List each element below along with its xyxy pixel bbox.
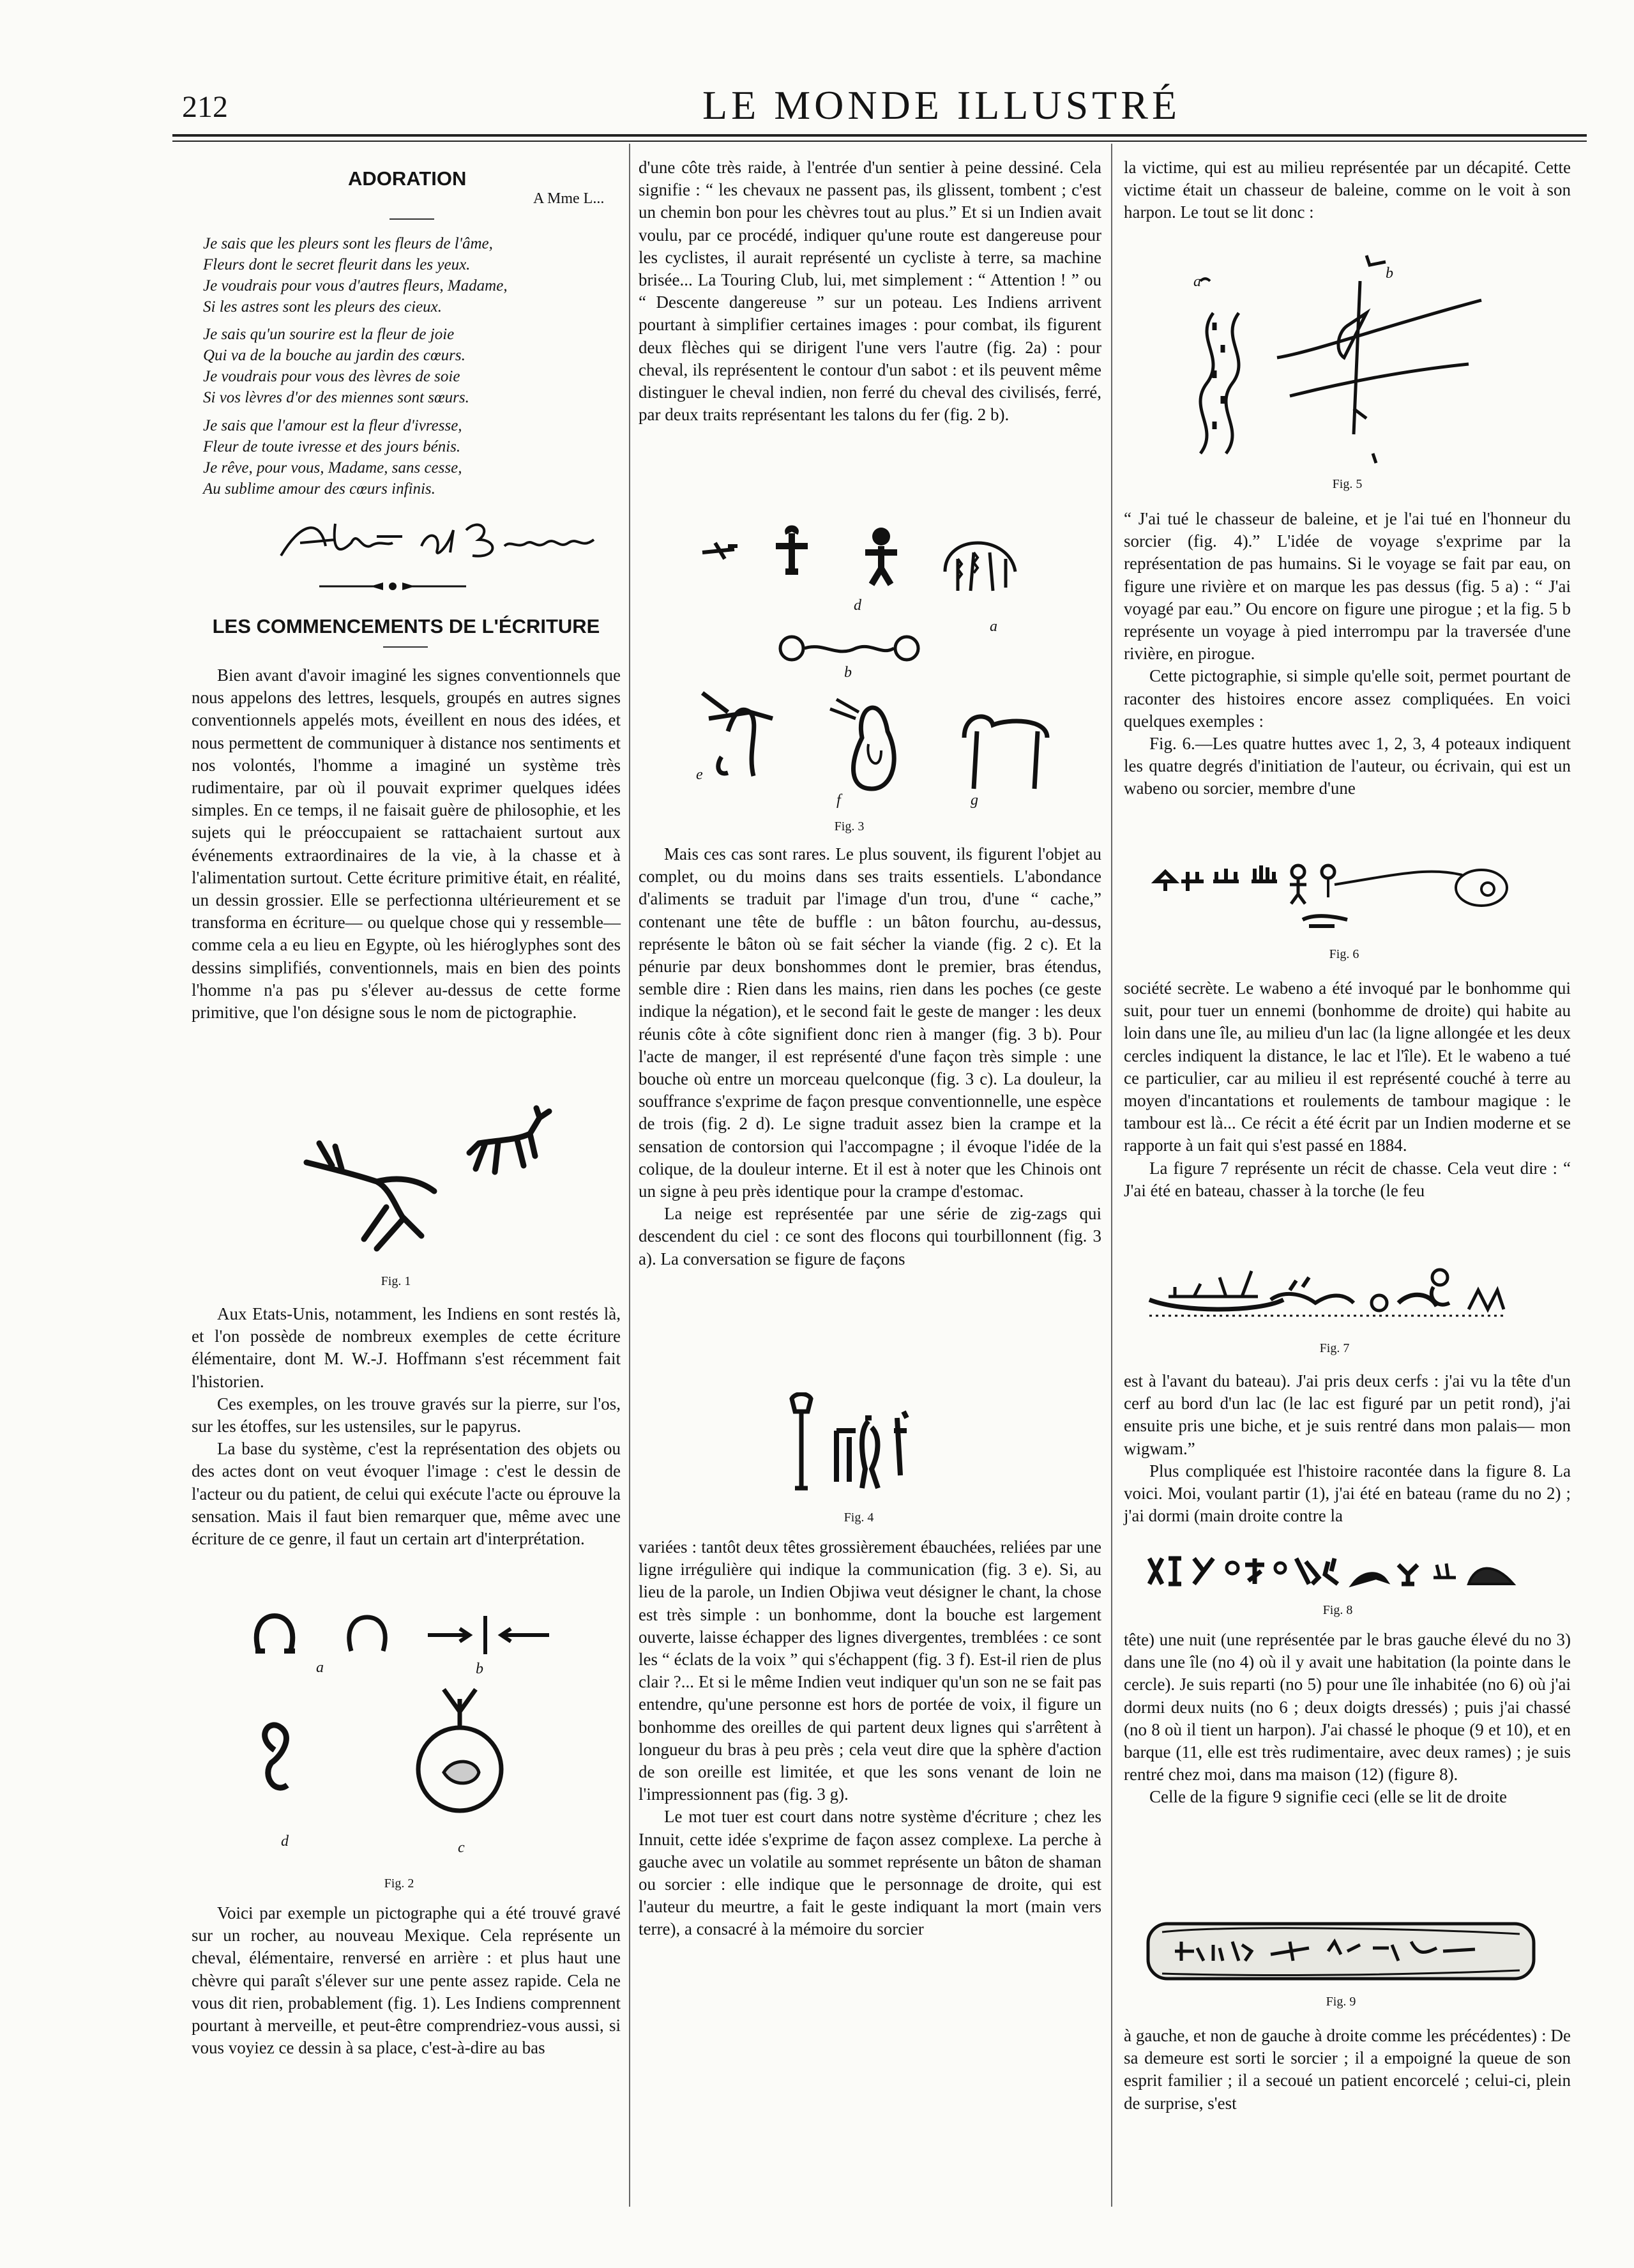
figure-3e-letter: e <box>696 766 703 783</box>
poem-stanza <box>203 415 612 499</box>
header-rule-thin <box>172 141 1587 142</box>
paragraph: société secrète. Le wabeno a été invoqué par le bonhomme qui suit, pour tuer un ennemi (bonhomme de droite) qui habite au loin dans une île, au milieu d'un lac (la ligne allongée et les deux cercles indiquent la distance, le lac et l'île). Et le wabeno a tué ce particulier, car au milieu il est représenté couché à terre au moyen d'incantations et roulements de tambour magique : le tambour est là... Ce récit a été écrit par un Indien moderne et se rapporte à un fait qui s'est passé en 1884. <box>1124 978 1571 1155</box>
figure-2c-letter: c <box>458 1839 465 1856</box>
figure-5a-letter: a <box>1193 273 1201 290</box>
poem-line: Je voudrais pour vous des lèvres de soie <box>203 368 460 385</box>
figure-2-symbols <box>249 1610 607 1852</box>
poem-stanza <box>203 233 612 317</box>
poem-stanza <box>203 324 612 408</box>
paragraph: La figure 7 représente un récit de chasse. Cela veut dire : “ J'ai été en bateau, chasser à la torche (le feu <box>1124 1158 1571 1200</box>
article-column-1c <box>192 1902 621 2059</box>
poem-line: Je sais que l'amour est la fleur d'ivresse, <box>203 417 462 434</box>
figure-1-caption: Fig. 1 <box>381 1274 411 1288</box>
figure-5-voyage <box>1175 243 1494 473</box>
article-column-3b <box>1124 508 1571 800</box>
paragraph: Plus compliquée est l'histoire racontée dans la figure 8. La voici. Moi, voulant partir (1), j'ai été en bateau (rame du no 2) ; j'ai dormi (main droite contre la <box>1124 1461 1571 1526</box>
poem-signature <box>275 511 619 568</box>
figure-3a-letter: a <box>990 618 997 635</box>
poem-title-wrap <box>348 167 466 190</box>
poem-line: Je rêve, pour vous, Madame, sans cesse, <box>203 459 462 476</box>
paragraph: “ J'ai tué le chasseur de baleine, et je l'ai tué en l'honneur du sorcier (fig. 4).” L'idée de voyage s'exprime par la représentation de pas humains. Si le voyage se fait par eau, on figure une rivière et on marque les pas dessus (fig. 5 a) : “ J'ai voyagé par eau.” Ou encore on figure une pirogue ; et la fig. 5 b représente un voyage à pied interrompu par la traversée d'une rivière, en pirogue. <box>1124 509 1571 664</box>
paragraph: Voici par exemple un pictographe qui a été trouvé gravé sur un rocher, au nouveau Mexique. Cela représente un cheval, élémentaire, renversé en arrière : et plus haut une chèvre qui paraît s'élever sur une pente assez rapide. Cela ne vous dit rien, probablement (fig. 1). Les Indiens comprennent pourtant à merveille, et peut-être comprendriez-vous aussi, si vous voyiez ce dessin à sa place, c'est-à-dire au bas <box>192 1903 621 2058</box>
figure-3-caption: Fig. 3 <box>834 819 865 833</box>
header-rule <box>172 134 1587 137</box>
article-column-1 <box>192 664 621 1024</box>
figure-8-caption: Fig. 8 <box>1322 1603 1353 1617</box>
article-title-wrap <box>192 615 621 638</box>
figure-2b-letter: b <box>476 1661 483 1677</box>
figure-4-kill-story <box>785 1392 951 1501</box>
poem-line: Qui va de la bouche au jardin des cœurs. <box>203 347 465 364</box>
article-column-2c <box>639 1536 1101 1941</box>
figure-4-caption: Fig. 4 <box>843 1511 874 1525</box>
ornamental-divider <box>319 580 466 593</box>
article-column-1b <box>192 1303 621 1550</box>
poem-line: Fleurs dont le secret fleurit dans les yeux. <box>203 256 471 273</box>
article-column-3 <box>1124 156 1571 224</box>
paragraph: Aux Etats-Unis, notamment, les Indiens en sont restés là, et l'on possède de nombreux exemples de cette écriture élémentaire, dont M. W.-J. Hoffmann s'est récemment fait l'historien. <box>192 1304 621 1391</box>
poem-line: Si les astres sont les pleurs des cieux. <box>203 298 443 316</box>
figure-3g-letter: g <box>971 792 978 809</box>
paragraph: Fig. 6.—Les quatre huttes avec 1, 2, 3, 4 poteaux indiquent les quatre degrés d'initiation de l'auteur, ou écrivain, qui est un wabeno ou sorcier, membre d'une <box>1124 734 1571 798</box>
figure-2-caption: Fig. 2 <box>384 1876 414 1891</box>
poem-line: Si vos lèvres d'or des miennes sont sœurs. <box>203 389 469 406</box>
poem-line: Au sublime amour des cœurs infinis. <box>203 480 435 498</box>
figure-3f-letter: f <box>836 792 841 809</box>
figure-2a-letter: a <box>316 1659 324 1676</box>
figure-9-caption: Fig. 9 <box>1326 1995 1356 2009</box>
figure-2d-letter: d <box>281 1833 289 1850</box>
poem-dedication: A Mme L... <box>533 190 605 207</box>
page-number: 212 <box>182 90 228 124</box>
figure-5b-letter: b <box>1386 265 1393 282</box>
article-column-3c <box>1124 977 1571 1202</box>
figure-6-wabeno-story <box>1143 843 1526 952</box>
column-separator <box>1111 144 1112 2207</box>
poem-line: Je sais que les pleurs sont les fleurs de l'âme, <box>203 235 493 252</box>
paragraph: La base du système, c'est la représentation des objets ou des actes dont on veut évoquer l'image : c'est le dessin de l'acteur ou du patient, de celui qui exécute l'acte ou éprouve la sensation. Mais il faut bien remarquer que, même avec une écriture de ce genre, il faut un certain art d'interprétation. <box>192 1439 621 1549</box>
article-column-2 <box>639 156 1101 426</box>
article-column-3f <box>1124 2025 1571 2115</box>
article-title-divider <box>383 646 428 648</box>
figure-5-caption: Fig. 5 <box>1332 477 1363 491</box>
paragraph: la victime, qui est au milieu représentée par un décapité. Cette victime était un chasseur de baleine, comme on le voit à son harpon. Le tout se lit donc : <box>1124 158 1571 222</box>
figure-3d-letter: d <box>854 597 861 614</box>
figure-9-sorcerer-story <box>1143 1916 1539 1986</box>
poem-line: Je sais qu'un sourire est la fleur de joie <box>203 326 455 343</box>
paragraph: La neige est représentée par une série de zig-zags qui descendent du ciel : ce sont des flocons qui tourbillonnent (fig. 3 a). La conversation se figure de façons <box>639 1204 1101 1268</box>
paragraph: Le mot tuer est court dans notre système d'écriture ; chez les Innuit, cette idée s'exprime de façon assez complexe. La perche à gauche avec un volatile au sommet représente un bâton de shaman ou sorcier : elle indique que le personnage de droite, qui est l'auteur du meurtre, a fait le geste indiquant la mort (main vers terre), a consacré à la mémoire du sorcier <box>639 1807 1101 1939</box>
poem-title: ADORATION <box>348 167 467 190</box>
figure-3b-letter: b <box>844 664 852 681</box>
figure-3-pictographs <box>690 521 1073 814</box>
poem-line: Fleur de toute ivresse et des jours bénis. <box>203 438 461 455</box>
paragraph: Cette pictographie, si simple qu'elle soit, permet pourtant de raconter des histoires encore assez compliquées. En voici quelques exemples : <box>1124 666 1571 731</box>
column-separator <box>629 144 630 2207</box>
poem-line: Je voudrais pour vous d'autres fleurs, Madame, <box>203 277 508 294</box>
figure-1-horse-and-goat <box>294 1105 562 1271</box>
article-title: LES COMMENCEMENTS DE L'ÉCRITURE <box>212 615 600 637</box>
figure-8-travel-story <box>1143 1546 1526 1597</box>
paragraph: variées : tantôt deux têtes grossièrement ébauchées, reliées par une ligne irrégulière qui indique la communication (fig. 3 e). Si, au lieu de la parole, un Indien Objiwa veut désigner le chant, la chose est très simple : un bonhomme, dont la bouche est largement ouverte, laisse échapper des lignes divergentes, tremblées : ce sont les “ éclats de la voix ” qui s'échappent (fig. 3 f). Est-il rien de plus clair ?... Et si le même Indien veut indiquer qu'un son ne se fait pas entendre, qu'une personne est hors de portée de voix, il figure un bonhomme des oreilles de qui partent deux lignes qui s'arrêtent à longueur du bras à peu près ; cela veut dire que la sphère d'action de son oreille est limitée, et que les sons venant de loin ne l'impressionnent pas (fig. 3 g). <box>639 1537 1101 1804</box>
masthead: LE MONDE ILLUSTRÉ <box>702 82 1181 128</box>
paragraph: Bien avant d'avoir imaginé les signes conventionnels que nous appelons des lettres, lesquels, groupés en autres signes conventionnels appelés mots, éveillent en nous des idées, et nous permettent de communiquer à distance nos sentiments et nos volontés, l'homme a imaginé un système très rudimentaire, par où il pouvait exprimer quelques idées simples. En ce temps, il ne faisait guère de philosophie, et les sujets qui le préoccupaient se rattachaient surtout aux événements extraordinaires de la vie, à la chasse et à l'alimentation surtout. Cette écriture primitive était, en réalité, un dessin grossier. Elle se perfectionna ultérieurement et se transforma en écriture— ou quelque chose qui y ressemble— comme cela a eu lieu en Egypte, où les hiéroglyphes sont des dessins simplifiés, conventionnels, mais en bien des points l'homme n'a pas pu s'élever au-dessus de cette forme primitive, que l'on désigne sous le nom de pictographie. <box>192 666 621 1023</box>
article-column-3e <box>1124 1629 1571 1809</box>
paragraph: Ces exemples, on les trouve gravés sur la pierre, sur l'os, sur les étoffes, sur les ustensiles, sur le papyrus. <box>192 1394 621 1436</box>
paragraph: Mais ces cas sont rares. Le plus souvent, ils figurent l'objet au complet, ou du moins dans ses traits essentiels. L'abondance d'aliments se traduit par l'image d'un trou, d'une “ cache,” contenant une tête de buffle : un bâton fourchu, au-dessus, représente le bâton où se fait sécher la viande (fig. 2 c). Et la pénurie par deux bonshommes dont le premier, bras étendus, semble dire : Rien dans les mains, rien dans les poches (ce geste indique la négation), et le second fait le geste de manger : les deux réunis côte à côte signifient donc rien à manger (fig. 3 b). Pour l'acte de manger, il est représenté d'une façon très simple : une bouche où entre un morceau quelconque (fig. 3 c). La douleur, la souffrance s'exprime de façon presque conventionnelle, une espèce de trois (fig. 2 d). Le signe traduit assez bien la crampe et la sensation de contorsion qui l'accompagne ; il évoque l'idée de la colique, de la douleur interne. Et il est à noter que les Chinois ont un signe à peu près identique pour la crampe d'estomac. <box>639 844 1101 1201</box>
article-column-3d <box>1124 1370 1571 1527</box>
article-column-2b <box>639 843 1101 1270</box>
figure-6-caption: Fig. 6 <box>1329 947 1359 961</box>
paragraph: Celle de la figure 9 signifie ceci (elle se lit de droite <box>1149 1787 1508 1807</box>
figure-7-caption: Fig. 7 <box>1319 1341 1350 1355</box>
poem-divider <box>390 218 434 220</box>
paragraph: est à l'avant du bateau). J'ai pris deux cerfs : j'ai vu la tête d'un cerf au bord d'un lac (le lac est figuré par un petit rond), j'ai ensuite pris une biche, et je suis rentré dans mon palais— mon wigwam.” <box>1124 1371 1571 1458</box>
paragraph: tête) une nuit (une représentée par le bras gauche élevé du no 3) dans une île (no 4) où il y avait une habitation (la pointe dans le cercle). Je suis reparti (no 5) pour une île inhabitée (no 6) où j'ai dormi deux nuits (no 6 ; deux doigts dressés) ; puis j'ai chassé (no 8 où il tient un harpon). J'ai chassé le phoque (9 et 10), et en barque (11, elle est très rudimentaire, avec deux rames) ; je suis rentré chez moi, dans ma maison (12) (figure 8). <box>1124 1630 1571 1785</box>
figure-7-hunting-story <box>1143 1252 1513 1335</box>
paragraph: d'une côte très raide, à l'entrée d'un sentier à peine dessiné. Cela signifie : “ les chevaux ne passent pas, ils glissent, tombent ; c'est un chemin bon pour les chèvres tout au plus.” Et si un Indien avait voulu, par ce procédé, indiquer qu'une route est dangereuse pour les cyclistes, il aurait représenté un cycliste à terre, sa machine brisée... La Touring Club, lui, met simplement : “ Attention ! ” ou “ Descente dangereuse ” sur un poteau. Les Indiens arrivent pourtant à simplifier certaines images : pour combat, ils figurent deux flèches qui se dirigent l'une vers l'autre (fig. 2a) : pour cheval, ils représentent le contour d'un sabot : et ils peuvent même distinguer le cheval indien, non ferré du cheval des civilisés, ferré, par deux traits représentant les talons du fer (fig. 2 b). <box>639 158 1101 425</box>
paragraph: à gauche, et non de gauche à droite comme les précédentes) : De sa demeure est sorti le sorcier ; il a empoigné la queue de son esprit familier ; il a secoué un patient encorcelé ; celui-ci, plein de surprise, s'est <box>1124 2026 1571 2113</box>
